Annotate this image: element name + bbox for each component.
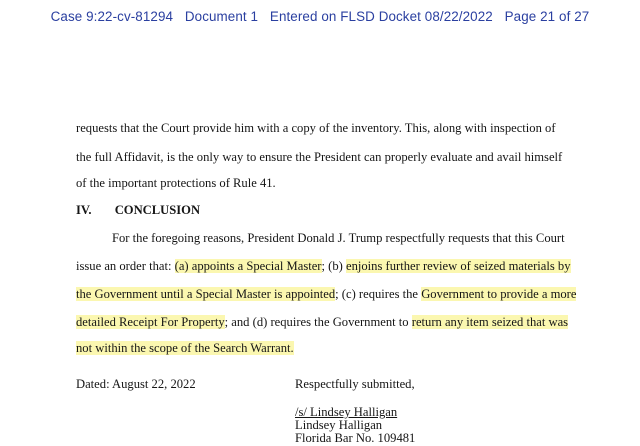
text-run: issue an order that: [76,259,175,273]
highlighted-text: detailed Receipt For Property [76,315,225,329]
case-number: Case 9:22-cv-81294 [50,9,174,24]
text-run: ; (c) requires the [335,287,422,301]
section-heading [76,203,200,218]
electronic-signature: /s/ Lindsey Halligan [295,405,398,419]
highlighted-text: enjoins further review of seized materials by [346,259,571,273]
respectfully-submitted: Respectfully submitted, [295,377,415,391]
body-line: requests that the Court provide him with a copy of the inventory. This, along with inspection of [76,121,556,135]
highlighted-text: Government to provide a more [421,287,577,301]
body-line: the full Affidavit, is the only way to ensure the President can properly evaluate and avail himself [76,150,563,164]
body-line: For the foregoing reasons, President Donald J. Trump respectfully requests that this Court [112,231,565,245]
section-number: IV. [76,203,92,217]
body-line [76,341,294,356]
highlighted-text: the Government until a Special Master is appointed [76,287,336,301]
body-line [76,259,571,274]
bar-number: Florida Bar No. 109481 [295,431,416,445]
section-title: CONCLUSION [114,203,201,217]
highlighted-text: not within the scope of the Search Warrant. [76,341,294,355]
body-line: of the important protections of Rule 41. [76,176,276,190]
text-run: ; and (d) requires the Government to [224,315,412,329]
document-number: Document 1 [184,9,259,24]
dated-line: Dated: August 22, 2022 [76,377,196,391]
attorney-name: Lindsey Halligan [295,418,383,432]
page-number: Page 21 of 27 [504,9,590,24]
highlighted-text: (a) appoints a Special Master [174,259,322,273]
text-run: ; (b) [321,259,346,273]
docket-entry: Entered on FLSD Docket 08/22/2022 [269,9,493,24]
docket-header [0,9,640,24]
body-line [76,315,568,330]
highlighted-text: return any item seized that was [411,315,569,329]
body-line [76,287,576,302]
